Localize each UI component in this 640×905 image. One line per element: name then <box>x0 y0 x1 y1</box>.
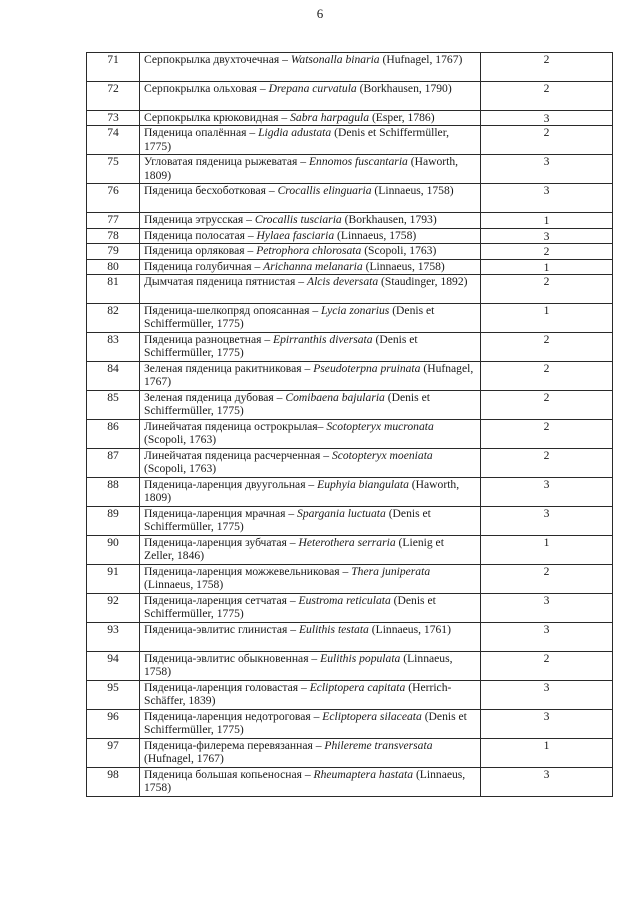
table-row <box>87 213 613 228</box>
author-year: (Denis et Schiffermüller, 1775) <box>144 507 431 534</box>
russian-name: Пяденица-ларенция сетчатая – <box>144 594 299 608</box>
latin-name: Watsonalla binaria <box>290 53 380 66</box>
russian-name: Пяденица-ларенция двуугольная – <box>144 478 318 492</box>
author-year: (Scopoli, 1763) <box>361 244 437 258</box>
category: 1 <box>481 304 613 333</box>
species-name <box>140 652 481 681</box>
category: 2 <box>481 391 613 420</box>
table-row <box>87 53 613 82</box>
row-number: 93 <box>87 623 140 652</box>
author-year: (Linnaeus, 1758) <box>371 184 454 198</box>
category: 2 <box>481 333 613 362</box>
latin-name: Pseudoterpna pruinata <box>313 362 421 376</box>
row-number: 82 <box>87 304 140 333</box>
author-year: (Esper, 1786) <box>369 111 435 124</box>
category: 3 <box>481 155 613 184</box>
row-number: 88 <box>87 478 140 507</box>
table-row <box>87 449 613 478</box>
row-number: 72 <box>87 82 140 111</box>
latin-name: Thera juniperata <box>351 565 431 579</box>
species-name <box>140 275 481 304</box>
latin-name: Lycia zonarius <box>321 304 390 318</box>
row-number: 90 <box>87 536 140 565</box>
species-name <box>140 259 481 274</box>
table-row <box>87 681 613 710</box>
species-name <box>140 681 481 710</box>
russian-name: Пяденица-ларенция мрачная – <box>144 507 298 521</box>
russian-name: Линейчатая пяденица острокрылая– <box>144 420 327 434</box>
category: 2 <box>481 275 613 304</box>
russian-name: Серпокрылка ольховая – <box>144 82 269 95</box>
table-row <box>87 536 613 565</box>
species-table <box>86 52 613 797</box>
row-number: 79 <box>87 244 140 259</box>
latin-name: Rheumaptera hastata <box>313 768 414 782</box>
row-number: 83 <box>87 333 140 362</box>
species-name <box>140 362 481 391</box>
species-name <box>140 449 481 478</box>
russian-name: Серпокрылка крюковидная – <box>144 111 291 124</box>
category: 1 <box>481 536 613 565</box>
russian-name: Пяденица-ларенция зубчатая – <box>144 536 299 550</box>
species-name <box>140 623 481 652</box>
latin-name: Ligdia adustata <box>258 126 332 140</box>
category: 2 <box>481 126 613 155</box>
row-number: 94 <box>87 652 140 681</box>
russian-name: Пяденица-ларенция можжевельниковая – <box>144 565 352 579</box>
latin-name: Philereme transversata <box>324 739 433 753</box>
row-number: 84 <box>87 362 140 391</box>
latin-name: Eulithis testata <box>298 623 369 637</box>
category: 1 <box>481 259 613 274</box>
species-name <box>140 565 481 594</box>
species-name <box>140 710 481 739</box>
species-name <box>140 304 481 333</box>
author-year: (Denis et Schiffermüller, 1775) <box>144 333 418 360</box>
row-number: 71 <box>87 53 140 82</box>
table-row <box>87 420 613 449</box>
russian-name: Линейчатая пяденица расчерченная – <box>144 449 332 463</box>
table-row <box>87 304 613 333</box>
table-row <box>87 507 613 536</box>
russian-name: Пяденица бесхоботковая – <box>144 184 278 198</box>
category: 2 <box>481 652 613 681</box>
species-name <box>140 111 481 126</box>
species-name <box>140 333 481 362</box>
table-row <box>87 259 613 274</box>
table-row <box>87 391 613 420</box>
table-row <box>87 362 613 391</box>
row-number: 74 <box>87 126 140 155</box>
author-year: (Scopoli, 1763) <box>144 433 217 447</box>
author-year: (Denis et Schiffermüller, 1775) <box>144 304 435 331</box>
species-name <box>140 82 481 111</box>
latin-name: Alcis deversata <box>306 275 379 289</box>
author-year: (Borkhausen, 1790) <box>356 82 452 95</box>
category: 3 <box>481 768 613 797</box>
category: 2 <box>481 565 613 594</box>
row-number: 77 <box>87 213 140 228</box>
russian-name: Пяденица опалённая – <box>144 126 259 140</box>
latin-name: Petrophora chlorosata <box>256 244 362 258</box>
russian-name: Пяденица этрусская – <box>144 213 255 227</box>
author-year: (Linnaeus, 1758) <box>334 228 417 242</box>
table-row <box>87 228 613 243</box>
table-row <box>87 184 613 213</box>
row-number: 76 <box>87 184 140 213</box>
row-number: 85 <box>87 391 140 420</box>
table-row <box>87 478 613 507</box>
latin-name: Ecliptopera silaceata <box>322 710 422 724</box>
row-number: 98 <box>87 768 140 797</box>
table-row <box>87 111 613 126</box>
table-row <box>87 710 613 739</box>
latin-name: Drepana curvatula <box>268 82 357 95</box>
category: 3 <box>481 710 613 739</box>
latin-name: Ennomos fuscantaria <box>308 155 408 169</box>
row-number: 73 <box>87 111 140 126</box>
species-name <box>140 213 481 228</box>
author-year: (Linnaeus, 1758) <box>144 768 466 795</box>
table-row <box>87 768 613 797</box>
category: 3 <box>481 623 613 652</box>
author-year: (Denis et Schiffermüller, 1775) <box>144 710 467 737</box>
russian-name: Пяденица разноцветная – <box>144 333 274 347</box>
author-year: (Linnaeus, 1761) <box>368 623 451 637</box>
latin-name: Scotopteryx mucronata <box>326 420 434 434</box>
latin-name: Scotopteryx moeniata <box>331 449 433 463</box>
species-name <box>140 594 481 623</box>
latin-name: Crocallis elinguaria <box>277 184 372 198</box>
russian-name: Пяденица-филерема перевязанная – <box>144 739 325 753</box>
species-name <box>140 739 481 768</box>
russian-name: Пяденица орляковая – <box>144 244 257 258</box>
row-number: 78 <box>87 228 140 243</box>
row-number: 87 <box>87 449 140 478</box>
table-row <box>87 82 613 111</box>
table-row <box>87 652 613 681</box>
page-number: 6 <box>316 6 324 21</box>
russian-name: Пяденица-ларенция недотроговая – <box>144 710 323 724</box>
species-name <box>140 53 481 82</box>
author-year: (Hufnagel, 1767) <box>144 362 474 389</box>
category: 3 <box>481 594 613 623</box>
row-number: 89 <box>87 507 140 536</box>
latin-name: Arichanna melanaria <box>263 259 363 273</box>
table-row <box>87 623 613 652</box>
latin-name: Eulithis populata <box>320 652 401 666</box>
author-year: (Denis et Schiffermüller, 1775) <box>144 126 450 153</box>
category: 2 <box>481 82 613 111</box>
latin-name: Comibaena bajularia <box>285 391 385 405</box>
species-name <box>140 126 481 155</box>
category: 3 <box>481 184 613 213</box>
row-number: 86 <box>87 420 140 449</box>
row-number: 96 <box>87 710 140 739</box>
species-name <box>140 420 481 449</box>
russian-name: Дымчатая пяденица пятнистая – <box>144 275 307 289</box>
species-name <box>140 244 481 259</box>
russian-name: Серпокрылка двухточечная – <box>144 53 291 66</box>
category: 2 <box>481 362 613 391</box>
russian-name: Пяденица большая копьеносная – <box>144 768 314 782</box>
species-name <box>140 507 481 536</box>
author-year: (Haworth, 1809) <box>144 155 459 182</box>
russian-name: Зеленая пяденица дубовая – <box>144 391 286 405</box>
species-name <box>140 768 481 797</box>
row-number: 80 <box>87 259 140 274</box>
author-year: (Herrich-Schäffer, 1839) <box>144 681 452 708</box>
species-name <box>140 478 481 507</box>
author-year: (Hufnagel, 1767) <box>144 752 224 766</box>
row-number: 92 <box>87 594 140 623</box>
latin-name: Spargania luctuata <box>297 507 386 521</box>
author-year: (Scopoli, 1763) <box>144 462 217 476</box>
russian-name: Пяденица голубичная – <box>144 259 264 273</box>
russian-name: Пяденица-шелкопряд опоясанная – <box>144 304 322 318</box>
table-row <box>87 333 613 362</box>
author-year: (Linnaeus, 1758) <box>362 259 445 273</box>
species-name <box>140 228 481 243</box>
latin-name: Hylaea fasciaria <box>256 228 335 242</box>
author-year: (Borkhausen, 1793) <box>341 213 437 227</box>
table-row <box>87 594 613 623</box>
category: 2 <box>481 53 613 82</box>
author-year: (Linnaeus, 1758) <box>144 652 453 679</box>
row-number: 97 <box>87 739 140 768</box>
species-name <box>140 391 481 420</box>
table-row <box>87 126 613 155</box>
category: 2 <box>481 449 613 478</box>
row-number: 81 <box>87 275 140 304</box>
author-year: (Hufnagel, 1767) <box>379 53 463 66</box>
category: 3 <box>481 478 613 507</box>
author-year: (Linnaeus, 1758) <box>144 578 224 592</box>
category: 3 <box>481 111 613 126</box>
row-number: 91 <box>87 565 140 594</box>
author-year: (Lienig et Zeller, 1846) <box>144 536 444 563</box>
species-name <box>140 184 481 213</box>
latin-name: Heterothera serraria <box>298 536 396 550</box>
latin-name: Sabra harpagula <box>290 111 370 124</box>
russian-name: Пяденица-эвлитис глинистая – <box>144 623 299 637</box>
author-year: (Denis et Schiffermüller, 1775) <box>144 594 436 621</box>
latin-name: Euphyia biangulata <box>317 478 409 492</box>
species-name <box>140 155 481 184</box>
category: 1 <box>481 739 613 768</box>
category: 2 <box>481 244 613 259</box>
category: 3 <box>481 507 613 536</box>
row-number: 75 <box>87 155 140 184</box>
russian-name: Зеленая пяденица ракитниковая – <box>144 362 314 376</box>
author-year: (Haworth, 1809) <box>144 478 460 505</box>
row-number: 95 <box>87 681 140 710</box>
russian-name: Пяденица-эвлитис обыкновенная – <box>144 652 321 666</box>
table-row <box>87 275 613 304</box>
russian-name: Угловатая пяденица рыжеватая – <box>144 155 309 169</box>
latin-name: Crocallis tusciaria <box>254 213 342 227</box>
category: 3 <box>481 228 613 243</box>
category: 1 <box>481 213 613 228</box>
latin-name: Ecliptopera capitata <box>309 681 406 695</box>
species-name <box>140 536 481 565</box>
table-row <box>87 739 613 768</box>
table-row <box>87 244 613 259</box>
table-row <box>87 155 613 184</box>
category: 3 <box>481 681 613 710</box>
russian-name: Пяденица полосатая – <box>144 228 257 242</box>
latin-name: Epirranthis diversata <box>273 333 373 347</box>
author-year: (Denis et Schiffermüller, 1775) <box>144 391 430 418</box>
species-table-body <box>87 53 613 797</box>
table-row <box>87 565 613 594</box>
category: 2 <box>481 420 613 449</box>
russian-name: Пяденица-ларенция головастая – <box>144 681 310 695</box>
author-year: (Staudinger, 1892) <box>378 275 468 289</box>
latin-name: Eustroma reticulata <box>298 594 391 608</box>
